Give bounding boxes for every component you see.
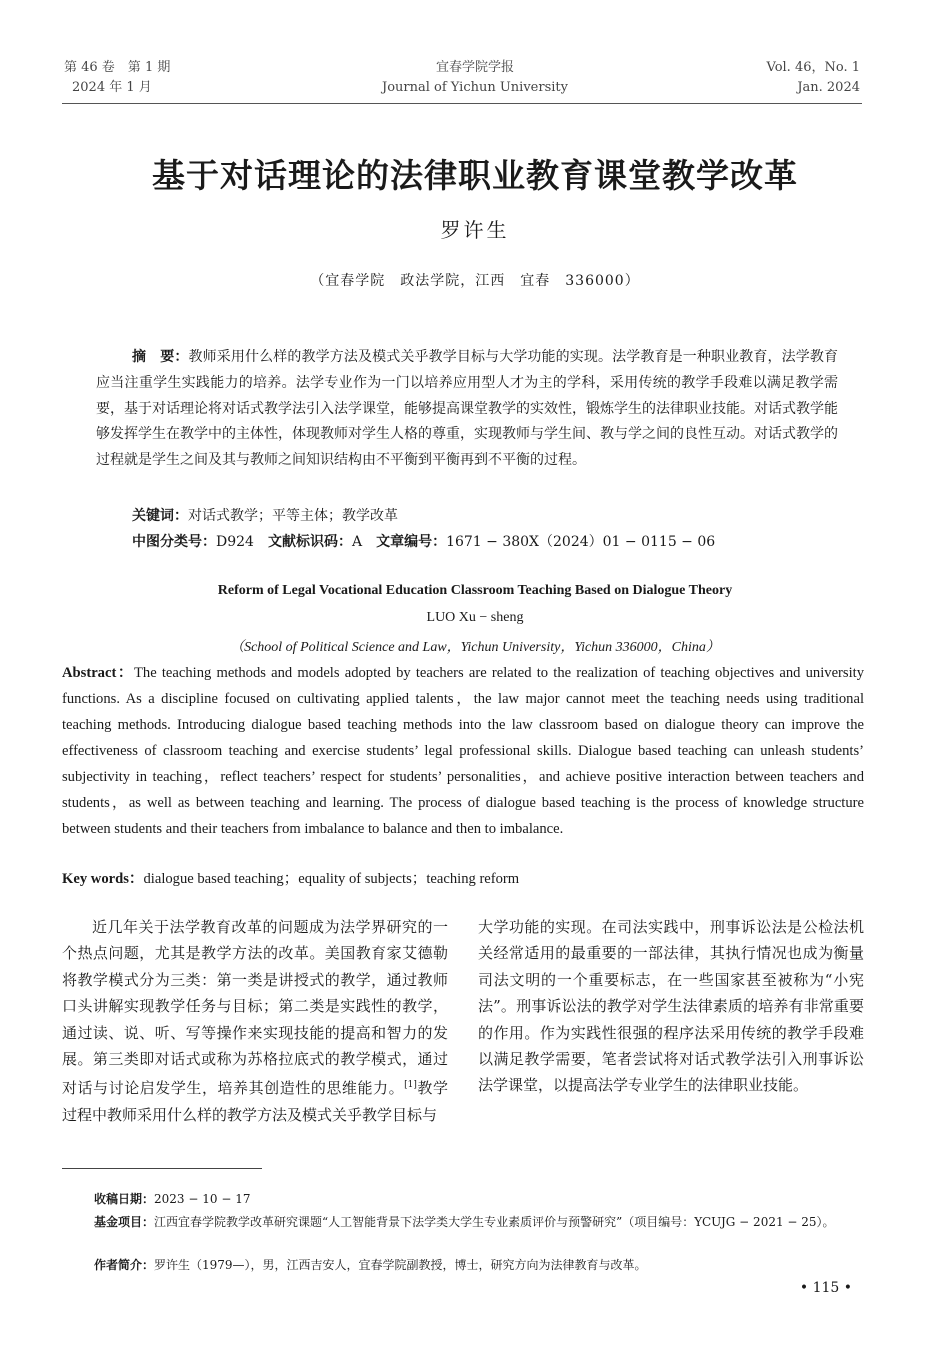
classification-line	[132, 531, 715, 551]
header-volume-en: Vol. 46，No. 1	[766, 60, 860, 75]
footnote-rule	[62, 1168, 262, 1169]
english-author: LUO Xu − sheng	[426, 610, 524, 625]
abstract-en-text: The teaching methods and models adopted by teachers are related to the realization of teaching objectives and university functions. As a discipline focused on cultivating applied talents，the law major cannot meet the teaching needs using traditional teaching methods. Introducing dialogue based teaching methods into the law classroom based on dialogue theory can improve the effectiveness of classroom teaching and exercise students’ legal professional skills. Dialogue based teaching can unleash students’ subjectivity in teaching，reflect teachers’ respect for students’ personalities，and achieve positive interaction between teachers and students，as well as between teaching and learning. The process of dialogue based teaching is the process of knowledge structure between students and their teachers from imbalance to balance and then to imbalance.	[62, 665, 864, 837]
body-left-text: 近几年关于法学教育改革的问题成为法学界研究的一个热点问题，尤其是教学方法的改革。美国教育家艾德勒将教学模式分为三类：第一类是讲授式的教学，通过教师口头讲解实现教学任务与目标；第二类是实践性的教学，通过读、说、听、写等操作来实现技能的提高和智力的发展。第三类即对话式或称为苏格拉底式的教学模式，通过对话与讨论启发学生，培养其创造性的思维能力。	[62, 918, 448, 1098]
journal-name-cn: 宜春学院学报	[435, 60, 514, 75]
clc-label: 中图分类号：	[132, 534, 216, 550]
article-title: 基于对话理论的法律职业教育课堂教学改革	[152, 156, 798, 195]
header-rule	[62, 103, 862, 104]
footnote-fund	[94, 1212, 864, 1233]
journal-name-en: Journal of Yichun University	[382, 80, 568, 95]
fund-label: 基金项目：	[94, 1215, 155, 1229]
article-number-label: 文章编号：	[376, 534, 447, 550]
keywords-en-label: Key words：	[62, 871, 144, 887]
keywords-cn-label: 关键词：	[132, 508, 188, 524]
article-number-value: 1671 − 380X（2024）01 − 0115 − 06	[446, 534, 716, 550]
keywords-en-text: dialogue based teaching；equality of subjects；teaching reform	[143, 871, 520, 887]
footnote-received	[94, 1189, 864, 1210]
header-volume-cn: 第 46 卷 第 1 期	[64, 60, 171, 75]
body-left-column	[62, 914, 448, 1128]
body-left-tail: 教学过程中教师采用什么样的教学方法及模式关乎教学目标与	[62, 1079, 448, 1124]
doc-code-label: 文献标识码：	[267, 534, 352, 550]
body-right-column: 大学功能的实现。在司法实践中，刑事诉讼法是公检法机关经常适用的最重要的一部法律，其执行情况也成为衡量司法文明的一个重要标志，在一些国家甚至被称为“小宪法”。刑事诉讼法的教学对学生法律素质的培养有非常重要的作用。作为实践性很强的程序法采用传统的教学手段难以满足教学需要，笔者尝试将对话式教学法引入刑事诉讼法学课堂，以提高法学专业学生的法律职业技能。	[478, 918, 864, 1095]
page-number: • 115 •	[799, 1280, 852, 1296]
citation-marker: [1]	[404, 1080, 417, 1091]
keywords-en	[62, 867, 519, 888]
abstract-cn-label: 摘 要：	[132, 349, 189, 365]
bio-label: 作者简介：	[94, 1258, 155, 1272]
received-label: 收稿日期：	[94, 1192, 155, 1206]
abstract-en-label: Abstract：	[62, 665, 134, 681]
english-title: Reform of Legal Vocational Education Classroom Teaching Based on Dialogue Theory	[217, 583, 733, 598]
author-affiliation: （宜春学院 政法学院，江西 宜春 336000）	[310, 273, 640, 289]
header-date-cn: 2024 年 1 月	[72, 80, 152, 95]
bio-text: 罗许生（1979—），男，江西吉安人，宜春学院副教授，博士，研究方向为法律教育与改革。	[154, 1258, 647, 1272]
keywords-cn-text: 对话式教学；平等主体；教学改革	[188, 508, 398, 524]
footnote-bio	[94, 1255, 864, 1276]
header-date-en: Jan. 2024	[797, 80, 860, 95]
clc-value: D924	[216, 534, 254, 550]
abstract-en	[62, 660, 864, 842]
abstract-cn-text: 教师采用什么样的教学方法及模式关乎教学目标与大学功能的实现。法学教育是一种职业教育，法学教育应当注重学生实践能力的培养。法学专业作为一门以培养应用型人才为主的学科，采用传统的教学手段难以满足教学需要，基于对话理论将对话式教学法引入法学课堂，能够提高课堂教学的实效性，锻炼学生的法律职业技能。对话式教学能够发挥学生在教学中的主体性，体现教师对学生人格的尊重，实现教师与学生间、教与学之间的良性互动。对话式教学的过程就是学生之间及其与教师之间知识结构由不平衡到平衡再到不平衡的过程。	[96, 349, 839, 469]
fund-text: 江西宜春学院教学改革研究课题“人工智能背景下法学类大学生专业素质评价与预警研究”（项目编号：YCUJG − 2021 − 25）。	[154, 1215, 835, 1229]
received-date: 2023 − 10 − 17	[154, 1192, 251, 1206]
keywords-cn	[132, 505, 398, 525]
english-affiliation: （School of Political Science and Law，Yichun University，Yichun 336000，China）	[230, 640, 720, 655]
header-right	[767, 58, 861, 98]
doc-code-value: A	[351, 534, 363, 550]
author-name: 罗许生	[440, 218, 510, 242]
abstract-cn	[96, 345, 838, 474]
